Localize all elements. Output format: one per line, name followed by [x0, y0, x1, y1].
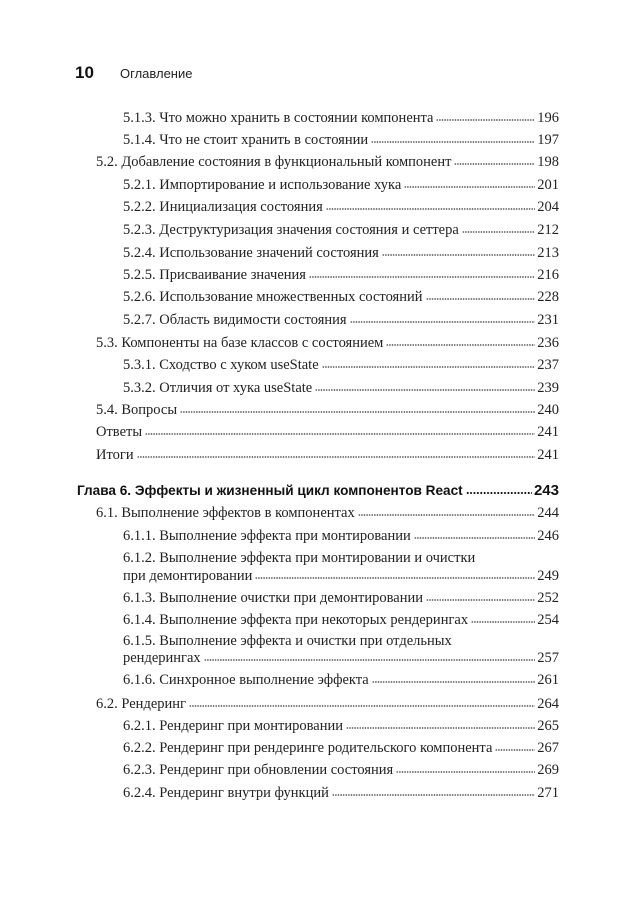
toc-entry-title: 5.1.3. Что можно хранить в состоянии компонента: [123, 110, 434, 126]
dot-leader: [332, 793, 535, 797]
dot-leader: [255, 576, 535, 580]
toc-entry-page: 267: [537, 740, 559, 756]
toc-entry[interactable]: [96, 694, 559, 714]
toc-entry[interactable]: [123, 287, 559, 307]
toc-entry-title: 5.2.6. Использование множественных состояний: [123, 289, 423, 305]
toc-entry-page: 197: [537, 132, 559, 148]
toc-entry[interactable]: [123, 526, 559, 546]
toc-entry-page: 254: [537, 612, 559, 628]
toc-entry[interactable]: [123, 566, 559, 586]
toc-entry-page: 246: [537, 528, 559, 544]
dot-leader: [189, 704, 535, 708]
toc-entry-title: Ответы: [96, 424, 143, 440]
toc-entry-page: 228: [537, 289, 559, 305]
toc-chapter-heading[interactable]: [77, 481, 559, 501]
dot-leader: [495, 748, 535, 752]
toc-entry[interactable]: [123, 610, 559, 630]
toc-entry-title: 5.4. Вопросы: [96, 402, 178, 418]
dot-leader: [414, 536, 536, 540]
dot-leader: [315, 388, 535, 392]
toc-entry-title: 6.2.1. Рендеринг при монтировании: [123, 718, 344, 734]
toc-entry-title: Глава 6. Эффекты и жизненный цикл компонентов React: [77, 483, 463, 498]
toc-entry-title-line1[interactable]: 6.1.5. Выполнение эффекта и очистки при отдельных: [123, 633, 452, 649]
toc-entry-page: 265: [537, 718, 559, 734]
toc-entry-page: 241: [537, 447, 559, 463]
page-number: 10: [75, 63, 94, 82]
toc-entry-page: 249: [537, 568, 559, 584]
toc-entry-page: 243: [533, 482, 559, 499]
toc-entry-page: 216: [537, 267, 559, 283]
running-title: Оглавление: [120, 65, 193, 81]
toc-entry-page: 204: [537, 199, 559, 215]
dot-leader: [204, 658, 536, 662]
toc-entry-title: 6.1.3. Выполнение очистки при демонтировании: [123, 590, 423, 606]
toc-entry-page: 261: [537, 672, 559, 688]
toc-entry-page: 198: [537, 154, 559, 170]
dot-leader: [382, 253, 535, 257]
toc-entry-page: 240: [537, 402, 559, 418]
toc-entry-page: 212: [537, 222, 559, 238]
toc-entry[interactable]: [123, 265, 559, 285]
dot-leader: [386, 343, 535, 347]
toc-entry[interactable]: [123, 783, 559, 803]
dot-leader: [396, 770, 535, 774]
toc-entry[interactable]: [123, 197, 559, 217]
dot-leader: [426, 598, 535, 602]
dot-leader: [309, 275, 535, 279]
dot-leader: [426, 297, 536, 301]
toc-entry-page: 239: [537, 380, 559, 396]
toc-entry-page: 244: [537, 505, 559, 521]
toc-entry[interactable]: [96, 400, 559, 420]
toc-entry-page: 237: [537, 357, 559, 373]
toc-entry-title: Итоги: [96, 447, 134, 463]
toc-entry-title: 6.2.4. Рендеринг внутри функций: [123, 785, 329, 801]
toc-entry-title: 5.2.1. Импортирование и использование хука: [123, 177, 402, 193]
toc-entry-title: 6.2.3. Рендеринг при обновлении состояния: [123, 762, 394, 778]
toc-entry-title: 6.2.2. Рендеринг при рендеринге родительского компонента: [123, 740, 493, 756]
toc-entry-title: 6.1.6. Синхронное выполнение эффекта: [123, 672, 369, 688]
toc-entry-page: 264: [537, 696, 559, 712]
toc-entry[interactable]: [123, 738, 559, 758]
toc-entry[interactable]: [123, 670, 559, 690]
toc-entry[interactable]: [123, 130, 559, 150]
toc-entry[interactable]: [123, 648, 559, 668]
page-header: [75, 62, 192, 84]
toc-entry-title: 5.2. Добавление состояния в функциональный компонент: [96, 154, 452, 170]
toc-entry-title: 5.1.4. Что не стоит хранить в состоянии: [123, 132, 369, 148]
toc-entry-title-line2: рендерингах: [123, 650, 201, 666]
toc-entry-title: 5.2.5. Присваивание значения: [123, 267, 306, 283]
toc-entry-title: 5.2.7. Область видимости состояния: [123, 312, 347, 328]
toc-entry[interactable]: [96, 503, 559, 523]
dot-leader: [358, 513, 536, 517]
toc-entry-page: 236: [537, 335, 559, 351]
toc-entry-title: 5.2.2. Инициализация состояния: [123, 199, 323, 215]
toc-entry-title: 6.1. Выполнение эффектов в компонентах: [96, 505, 355, 521]
toc-entry[interactable]: [123, 355, 559, 375]
toc-entry-page: 196: [537, 110, 559, 126]
dot-leader: [326, 207, 535, 211]
toc-entry-page: 231: [537, 312, 559, 328]
toc-entry-title: 6.2. Рендеринг: [96, 696, 186, 712]
toc-entry-page: 271: [537, 785, 559, 801]
toc-entry-title: 5.2.3. Деструктуризация значения состояния и сеттера: [123, 222, 459, 238]
dot-leader: [145, 432, 535, 436]
toc-entry-page: 213: [537, 245, 559, 261]
dot-leader: [137, 455, 536, 459]
toc-entry[interactable]: [123, 310, 559, 330]
toc-entry-title: 5.3.1. Сходство с хуком useState: [123, 357, 319, 373]
toc-entry[interactable]: [96, 422, 559, 442]
toc-entry-page: 252: [537, 590, 559, 606]
toc-entry-title: 6.1.1. Выполнение эффекта при монтировании: [123, 528, 411, 544]
toc-entry[interactable]: [123, 378, 559, 398]
toc-entry-title: 6.1.4. Выполнение эффекта при некоторых рендерингах: [123, 612, 469, 628]
dot-leader: [454, 162, 535, 166]
toc-entry[interactable]: [96, 333, 559, 353]
dot-leader: [466, 491, 532, 495]
toc-entry[interactable]: [123, 175, 559, 195]
dot-leader: [180, 410, 535, 414]
dot-leader: [322, 365, 536, 369]
toc-entry-title: 5.3. Компоненты на базе классов с состоянием: [96, 335, 384, 351]
toc-entry[interactable]: [123, 716, 559, 736]
toc-entry[interactable]: [123, 108, 559, 128]
dot-leader: [404, 185, 535, 189]
toc-entry[interactable]: [96, 445, 559, 465]
toc-entry-page: 269: [537, 762, 559, 778]
toc-entry[interactable]: [123, 760, 559, 780]
toc-entry[interactable]: [123, 588, 559, 608]
dot-leader: [371, 140, 535, 144]
dot-leader: [471, 620, 535, 624]
toc-entry-title-line1[interactable]: 6.1.2. Выполнение эффекта при монтировании и очистки: [123, 550, 476, 566]
dot-leader: [350, 320, 536, 324]
toc-entry-title: 5.2.4. Использование значений состояния: [123, 245, 379, 261]
toc-entry[interactable]: [123, 243, 559, 263]
dot-leader: [346, 726, 535, 730]
toc-entry-page: 257: [537, 650, 559, 666]
dot-leader: [436, 118, 535, 122]
toc-entry-title-line2: при демонтировании: [123, 568, 253, 584]
dot-leader: [462, 230, 535, 234]
toc-entry[interactable]: [96, 152, 559, 172]
dot-leader: [372, 680, 536, 684]
toc-entry-page: 201: [537, 177, 559, 193]
toc-entry-title: 5.3.2. Отличия от хука useState: [123, 380, 313, 396]
toc-entry[interactable]: [123, 220, 559, 240]
toc-entry-page: 241: [537, 424, 559, 440]
